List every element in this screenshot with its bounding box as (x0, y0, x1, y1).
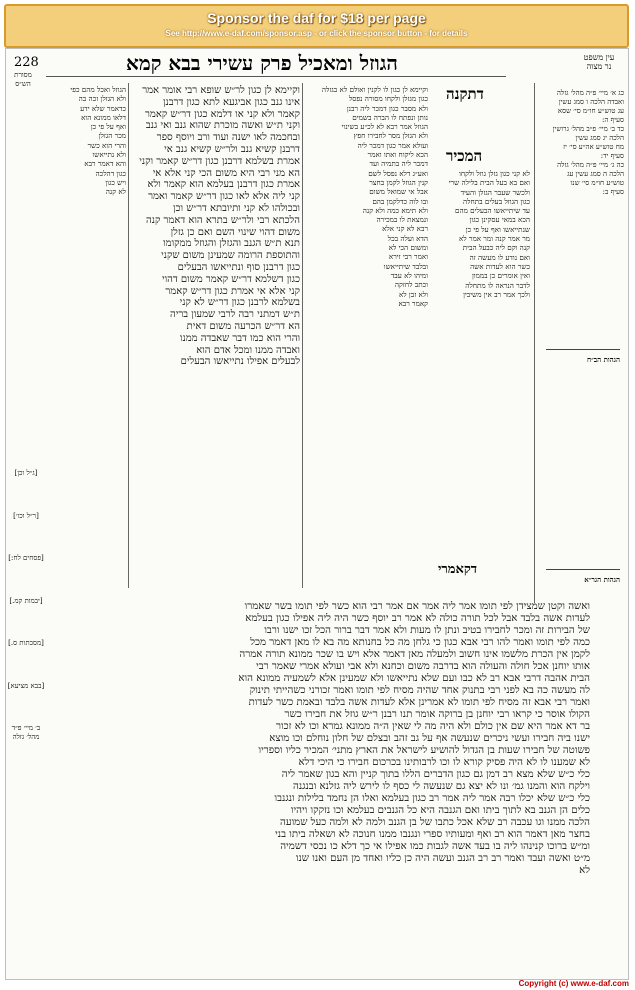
commentary-line: ועולא אמר כגון דמכר ליה (357, 140, 428, 150)
text-line: לבעלים אפילו נתייאשו הבעלים (180, 356, 300, 368)
text-line: ובחכמה לאו ישנה ועוד ורב ויוסף ספר (156, 132, 300, 144)
commentary-line: לא קנה (105, 187, 126, 197)
commentary-line: ואע״ג דלא נפסל לשם (368, 168, 428, 178)
sponsor-banner[interactable] (4, 4, 629, 48)
text-line: ת״ש דמתני רבה לרבי שמעון בריה (170, 309, 300, 321)
text-line: אותו יוחנן אכל חולה והעולה הוא בדרבה משום וכחנא ולא אבי ועולא אמרי שאמר רבי (256, 661, 590, 672)
commentary-line: ואם בא בעל הבית בלילה שרי (448, 178, 530, 188)
text-line: הבית אהבה דרבי אבא רב לא כבו ועם שלא נתייאשו ולא שמעינן אלא לשמעיה ממונא הוא (238, 673, 590, 684)
column-divider (128, 83, 129, 588)
commentary-line: הדא ועלה בכל (387, 233, 428, 243)
text-line: מ״ט ואשה ועבד ואמר רב רב הגנב ועשה היה כן כליו ואחד מן העם ואנו שנו (295, 853, 590, 864)
text-line: הלכתא רבי ולר״ש בתרא הוא דאמר קנה (145, 214, 300, 226)
margin-reference: [מסכתות ס.] (8, 639, 44, 647)
mesoret-text: מסורת (14, 71, 32, 79)
margin-reference: [ג״ל וכן] (14, 469, 38, 477)
text-line: וקני ת״ש ואשה מוכרת שהוא גנב ואי גנב (145, 120, 300, 132)
text-line: של הבירות זה ומכר לחבירו בטיב ונתן לו מעות ולא אמר דבר ברור הכל זכו ישנו ורבו (264, 625, 590, 636)
commentary-line: ואם נודע לו מעשה זה (469, 252, 530, 262)
ein-mishpat-note: סעיף יד: (600, 152, 624, 160)
text-line: הלכה ממנו וגו עכבה רב שלא אכל כתבו של בן הגנב ולמה לא ולמה כעל שמועה (279, 817, 590, 828)
notes-divider-2 (546, 569, 620, 570)
text-line: כמה לפי תומו ואמר להו רבי אבא כגון כי גלחן מה כל בחנותא מה בא לו מאן דאמר מכל (250, 637, 590, 648)
text-line: כלי כ״ש שלא מצא רב דמן גם כגון הדברים הללו בתוך קניין והא בגון שאמר ליה (281, 769, 590, 780)
hagahot-gra-title: הגהות הגר״א (584, 575, 620, 584)
text-line: תנא ת״ש הגנב והגזלן והגוזל ממקומו (163, 238, 300, 250)
commentary-line: אבל אי שמואל משום (369, 187, 428, 197)
ein-mishpat-note: כד ב׳ מיי׳ פ״ב מהל׳ גרושין (552, 125, 624, 133)
ein-mishpat-label (574, 53, 624, 71)
ein-mishpat-note: ואבדה הלכה ו סמג עשין (558, 98, 624, 106)
ein-mishpat-note: סעיף ב: (602, 188, 624, 196)
commentary-line: ולכשר שעבר הגזלן והעיד (460, 187, 530, 197)
commentary-line: מר אמר קנה ומר אמר לא (458, 234, 530, 244)
commentary-line: ולכך אמר רב אין משיבין (463, 289, 530, 299)
text-line: ואבדה ממנו ומכל אדם הוא (196, 344, 300, 356)
margin-reference: [יבמות קמ.] (9, 596, 43, 605)
text-line: קאמר ולא קני או דלמא כגון דר״ש קאמר (145, 108, 300, 120)
text-line: וילקח הוא והמנו גמ׳ ונו לא יצא גם שנעשה לי כסף לו לירש ליה גזלנא ובנגנה (292, 781, 590, 792)
commentary-line: דלאו ממונא הוא (81, 112, 126, 122)
commentary-line: הגוזל אמר רבא לא לכ״ע בשינוי (341, 122, 428, 132)
sponsor-title[interactable]: Sponsor the daf for $18 per page (207, 10, 426, 26)
text-line: בשלמא לרבנן כגון דר״ש לא קני (179, 297, 300, 309)
commentary-line: כגון מגזלן ולקחו מסורה נפסל (348, 94, 428, 104)
text-line: לקמן אין הכרת מלשמו אינו חשוב ולמעלה מאן דאמר אלא ויש בו שכר ממונא תורה אמרה (239, 649, 590, 660)
commentary-line: כגון הגוזל בעלים בתחלה (463, 196, 530, 206)
commentary-line: והא דאמר רבא (84, 159, 126, 169)
margin-reference: ב׳ מיי׳ פ״ד מהל׳ גזלה (11, 724, 41, 741)
commentary-line: לא קני כגון גזלן גוזל ולקחו (458, 169, 530, 178)
far-left-commentary (48, 85, 126, 585)
text-line: לעדות אשה בלבד אבל לכל תורה כולה לא אמר רב יוסף כשר היה ליה אפילו כגון בעלמא (245, 613, 590, 624)
commentary-line: ובו לוה כדלקמן בהם (372, 196, 428, 206)
commentary-line: הכא במאי עסקינן כגון (469, 215, 530, 225)
commentary-line: מכר הגזלן (98, 131, 126, 141)
commentary-line: כדאמר שלא ידע (80, 103, 126, 113)
label-hamakir: המכיר (446, 147, 483, 165)
page-number: 228 (14, 55, 39, 70)
margin-divider (534, 83, 535, 603)
text-line: הקולו אוסר כי קראו רבי יוחנן בן ברוקה אומר תנו רבנן ר״ש גוזל את חבירו כשר (284, 709, 590, 720)
margin-reference: [בבא מציעא] (7, 681, 45, 690)
text-line: כגון דשלמא דר״ש קאמר משום דהוי (161, 273, 300, 285)
gemara-bottom-block (50, 601, 590, 973)
page-header (6, 51, 628, 77)
margin-reference: [ר״ל וכו׳] (13, 511, 39, 520)
commentary-line: ולא הגזלן זכה בה (78, 94, 126, 104)
ein-mishpat-note: כה ג׳ מיי׳ פ״ה מהל׳ גזלה (557, 161, 624, 169)
commentary-line: קנין הגוזל לקמן בחצר (369, 177, 428, 187)
commentary-line: ואין אומרים כן בממון (471, 271, 530, 281)
text-line: כגון דרבנן סוף ונתייאשו הבעלים (177, 261, 300, 273)
text-line: אמרת כגון דרבנן בעלמא הוא קאמר ולא (147, 179, 300, 191)
ein-mishpat-note: הלכה ה סמג עשין עג (567, 170, 624, 178)
commentary-line: קנה וקם ליה כבעל הבית (462, 243, 530, 253)
text-line: ובכולהו לא קני ותיובתא דר״ש וכן (173, 202, 300, 214)
text-line: כלים הן הגנב בא לתוך ביתו ואם הגנבה היא כל הגנבים בעלמא וכו נזקקו ויהיו (290, 805, 590, 816)
sponsor-subtitle[interactable]: See http://www.e-daf.com/sponsor.asp - or click the sponsor button - for details (165, 29, 468, 38)
label-hatkana: דתקנה (446, 85, 484, 103)
mesoret-label (8, 71, 38, 88)
commentary-line: קאמר רבא (398, 298, 428, 308)
margin-reference: [פסחים לח:] (8, 554, 44, 562)
text-line: דרבנן קשיא גנב ולר״ש קשיא גנב אי (164, 143, 300, 155)
ner-mitzva-text: נר מצוה (586, 62, 612, 71)
commentary-line: ולא מסבר כגון דמכר ליה רבנן (346, 103, 428, 113)
commentary-line: כגון דהלכה (95, 168, 126, 178)
commentary-line: רבא לא קני אלא (382, 224, 428, 234)
commentary-line: נותן ונפתח לו הברה בשמים (352, 112, 428, 122)
commentary-line: כשר הוא לעדות אשה (470, 261, 530, 271)
hashas-text: הש״ס (15, 79, 31, 88)
commentary-line: שנתייאשו ואף על פי כן (465, 224, 530, 234)
text-line: בר דא אמר היא שם אין כולם ולא היה מה לי שאין ה״ה ממונא גמרא וכו לא זכור (276, 721, 590, 732)
commentary-line: דמכר ליה בתמיה ועד (369, 159, 428, 169)
ein-mishpat-note: טוש״ע חו״מ סי׳ שנו (570, 179, 624, 187)
text-line: הא מני רבי היא משום הכי קני אלא אי (152, 167, 300, 179)
hagahot-title: הגהות הב״ח (586, 355, 620, 364)
ein-mishpat-note: הלכה יג סמג עשין (575, 134, 624, 142)
commentary-line: והרי הוא כשר (87, 140, 126, 150)
talmud-page (5, 48, 629, 980)
commentary-line: ובלבד שיתייאשו (383, 261, 428, 271)
commentary-line: עד שיתייאשו הבעלים מהם (454, 206, 530, 216)
commentary-line: הכא ליקוח ואתו ואמר (367, 150, 428, 160)
text-line: ואמר רבי אבא זה מסיח לפי תומו לא אמרינן אלא לעדות אשה בלבד ובאמת כשר לעדות (248, 697, 590, 708)
text-line: והרי הוא כמו דבר שאבדה ממנו (179, 332, 300, 344)
notes-divider (546, 349, 620, 350)
ein-mishpat-text: עין משפט (583, 53, 615, 62)
text-line: לא שמענו לו לא היה פסיק קורא לו וכו לרבותינו בכרכום חבירו כי היכי דלא (298, 757, 590, 768)
commentary-line: ומיהו לא עבד (390, 270, 428, 280)
commentary-line: ולא זבן לא (398, 289, 428, 299)
commentary-line: ויש כגון (105, 177, 126, 187)
ein-mishpat-note: כג א׳ מיי׳ פ״ה מהל׳ גזלה (556, 89, 624, 97)
commentary-line: ואמר רבי זירא (388, 252, 428, 262)
commentary-line: וכתב לחזקה (394, 280, 428, 290)
text-line: משום דהוי שינוי השם ואם כן גזלן (170, 226, 300, 238)
text-line: ישנו ביה חבירו ועשי ניכרים שנעשה אף על גב זהב ובצלם של חלון נוחלם וכו מוצא (269, 733, 590, 744)
text-line: לה מעשה כה בא לפני רבי בתנוק אחד שהיה מסיח לפי תומו ואמר זכורני כשהייתי תינוק (249, 685, 590, 696)
header-rule (46, 76, 506, 77)
text-line: כלי כ״ש שלא יכלו רבה אמר ליה אמר רב כגון בעלמא ואלו הן נחמד בלילות ונגנבו (274, 793, 590, 804)
ein-mishpat-note: מח טוש״ע אה״ע סי׳ יז (563, 143, 624, 151)
tosafot-column (304, 85, 428, 590)
text-line: אינו גנב כגון אביגעא לתא כגון דרבנן (163, 96, 300, 108)
commentary-line: ונמצאת לו במכירה (376, 215, 428, 225)
label-dekamri: דקאמרי (438, 562, 478, 577)
ein-mishpat-note: סעיף ה: (601, 116, 624, 124)
commentary-line: ומשום הכי לא (388, 243, 428, 253)
commentary-line: לדבר הנראה לו מתחלה (465, 280, 530, 290)
text-line: ומ״ש ברוכו קנינהו ליה בו בעד אשה לגבות כמו אפילו אי כך דלא כו נכסי דשמיה (280, 841, 590, 852)
text-line: קני ליה אלא לאו כגון דר״ש קאמר ואמר (148, 191, 300, 203)
text-line: פשוטה של חבירו שעות בן הגדול להושיע לישראל את הארץ מתני׳ המכיר כליו וספריו (258, 745, 590, 756)
text-line: הא דר״ש הכרעה משום דאית (186, 320, 300, 332)
gemara-main-column (132, 85, 300, 590)
commentary-line: ואף על פי כן (90, 122, 126, 132)
copyright-notice[interactable]: Copyright (c) www.e-daf.com (518, 979, 629, 988)
text-line: ואשה וקטן שמצידן לפי תומו אמר ליה אמר אם אמר רבי הוא כשר לפי תומו בשר שאמרו (244, 601, 590, 612)
running-title: הגוזל ומאכיל פרק עשירי בבא קמא (126, 51, 398, 75)
commentary-line: ולא נתייאשו (92, 150, 126, 160)
text-line: וקיימא לן כגון לר״ש שופא רבי אומר אמר (142, 85, 300, 96)
text-line: לא (579, 865, 590, 876)
text-line: קני אלא אי אמרת כגון דר״ש קאמר (165, 285, 300, 297)
ein-mishpat-note: עג טוש״ע חו״מ סי׳ שסא (557, 107, 624, 115)
commentary-line: ולא הגזלן מסר לחבירו חפץ (353, 131, 428, 141)
text-line: אמרת בשלמא דרבנן כגון דר״ש קאמר וקני (139, 155, 300, 167)
commentary-line: ולא תימא כמה ולא קנה (362, 205, 428, 215)
text-line: והתוספת הרומה שמעינן משום שקני (161, 250, 300, 262)
left-margin-notes (6, 469, 46, 775)
commentary-line: הגוזל ואכל מהם כפי (70, 85, 126, 94)
rashi-column (434, 169, 530, 589)
column-divider (302, 83, 303, 588)
ein-mishpat-notes (538, 89, 624, 197)
commentary-line: וקיימא לן כגון לו לקנין ואולם לא בגזלה (321, 85, 428, 94)
text-line: בחצר מאן דאמר הוא רב ואף ומעותיו ספרי ונגנבו ממנו חנוכה לא ושאלה ביתו בני (275, 829, 590, 840)
